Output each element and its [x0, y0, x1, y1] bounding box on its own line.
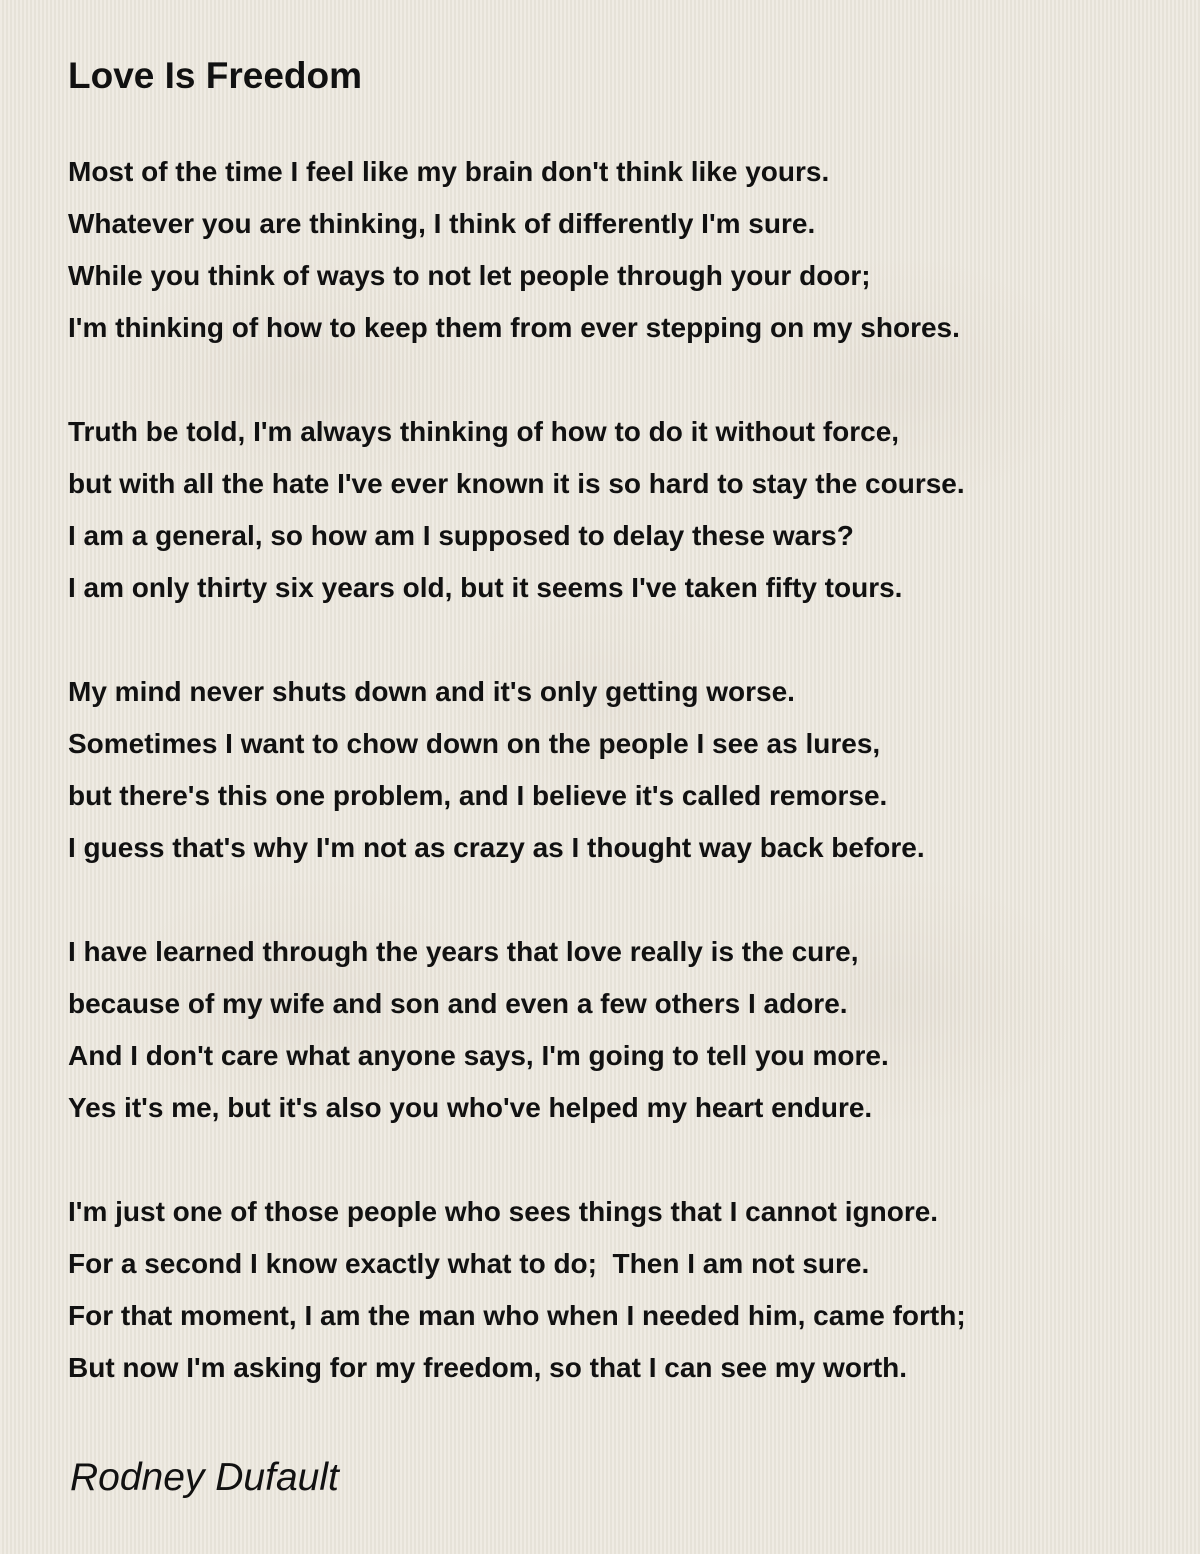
poem-line: but with all the hate I've ever known it is so hard to stay the course. — [68, 468, 965, 499]
poem-line: I guess that's why I'm not as crazy as I thought way back before. — [68, 832, 925, 863]
stanza-4 — [68, 926, 1168, 1134]
poem-line: My mind never shuts down and it's only getting worse. — [68, 676, 795, 707]
poem-line: Whatever you are thinking, I think of differently I'm sure. — [68, 208, 816, 239]
poem-line: And I don't care what anyone says, I'm going to tell you more. — [68, 1040, 889, 1071]
poem-line: For a second I know exactly what to do; Then I am not sure. — [68, 1248, 870, 1279]
poem-line: I am a general, so how am I supposed to delay these wars? — [68, 520, 854, 551]
poem-line: I have learned through the years that love really is the cure, — [68, 936, 859, 967]
poem-line: I am only thirty six years old, but it seems I've taken fifty tours. — [68, 572, 903, 603]
poem-line: Truth be told, I'm always thinking of how to do it without force, — [68, 416, 900, 447]
poem-line: For that moment, I am the man who when I needed him, came forth; — [68, 1300, 966, 1331]
poem-line: but there's this one problem, and I believe it's called remorse. — [68, 780, 888, 811]
poem-line: Sometimes I want to chow down on the people I see as lures, — [68, 728, 881, 759]
poem-page — [68, 50, 1168, 1394]
poem-line: I'm just one of those people who sees things that I cannot ignore. — [68, 1196, 939, 1227]
poem-body — [68, 146, 1168, 1394]
poem-line: But now I'm asking for my freedom, so that I can see my worth. — [68, 1352, 908, 1383]
stanza-1 — [68, 146, 1168, 354]
poem-title: Love Is Freedom — [68, 55, 363, 96]
stanza-3 — [68, 666, 1168, 874]
stanza-2 — [68, 406, 1168, 614]
poem-author: Rodney Dufault — [70, 1456, 339, 1499]
poem-line: because of my wife and son and even a few others I adore. — [68, 988, 848, 1019]
stanza-5 — [68, 1186, 1168, 1394]
poem-line: Most of the time I feel like my brain don't think like yours. — [68, 156, 830, 187]
poem-line: While you think of ways to not let people through your door; — [68, 260, 871, 291]
poem-line: I'm thinking of how to keep them from ever stepping on my shores. — [68, 312, 960, 343]
poem-line: Yes it's me, but it's also you who've helped my heart endure. — [68, 1092, 873, 1123]
